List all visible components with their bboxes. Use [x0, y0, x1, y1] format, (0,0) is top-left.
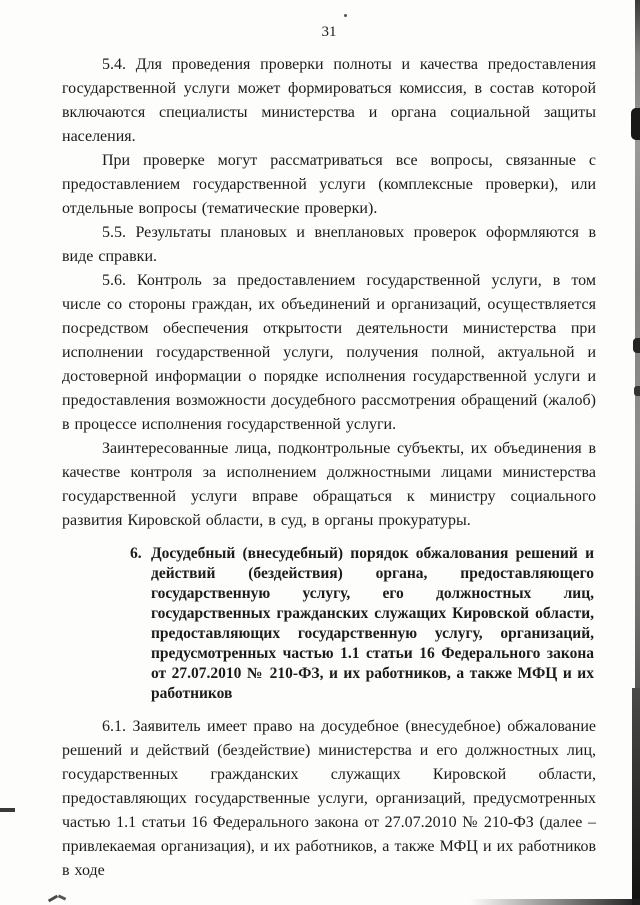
paragraph-6-1: 6.1. Заявитель имеет право на досудебное (внесудебное) обжалование решений и действий (бездействие) министерства и его должностных лиц, государственных гражданских служащих Кировской области, предоставляющих государственные услуги, организаций, предусмотренных частью 1.1 статьи 16 Федерального закона от 27.07.2010 № 210-ФЗ (далее – привлекаемая организация), и их работников, а также МФЦ и их работников в ходе — [62, 718, 596, 879]
paragraph-interested-parties: Заинтересованные лица, подконтрольные субъекты, их объединения в качестве контроля за исполнением должностными лицами министерства государственной услуги вправе обращаться к министру социального развития Кировской области, в суд, в органы прокуратуры. — [62, 440, 596, 529]
paragraph-inspections: При проверке могут рассматриваться все вопросы, связанные с предоставлением государственной услуги (комплексные проверки), или отдельные вопросы (тематические проверки). — [62, 152, 596, 217]
paragraph-5-6: 5.6. Контроль за предоставлением государственной услуги, в том числе со стороны граждан, их объединений и организаций, осуществляется посредством обеспечения открытости деятельности министерства при исполнении государственной услуги, получения полной, актуальной и достоверной информации о порядке исполнения государственной услуги и предоставления возможности досудебного рассмотрения обращений (жалоб) в процессе исполнения государственной услуги. — [62, 272, 596, 433]
section-6-title: Досудебный (внесудебный) порядок обжалования решений и действий (бездействия) органа, предоставляющего государственную услугу, его должностных лиц, государственных гражданских служащих Кировской области, предоставляющих государственную услугу, организаций, предусмотренных частью 1.1 статьи 16 Федерального закона от 27.07.2010 № 210-ФЗ, и их работников, а также МФЦ и их работников — [151, 545, 594, 702]
page-number: 31 — [321, 24, 337, 40]
paragraph-5-4: 5.4. Для проведения проверки полноты и качества предоставления государственной услуги может формироваться комиссия, в состав которой включаются специалисты министерства и органа социальной защиты населения. — [62, 56, 596, 145]
paragraph-5-5: 5.5. Результаты плановых и внеплановых проверок оформляются в виде справки. — [62, 224, 596, 265]
section-6-heading — [130, 544, 594, 704]
section-6-number: 6. — [130, 545, 142, 562]
